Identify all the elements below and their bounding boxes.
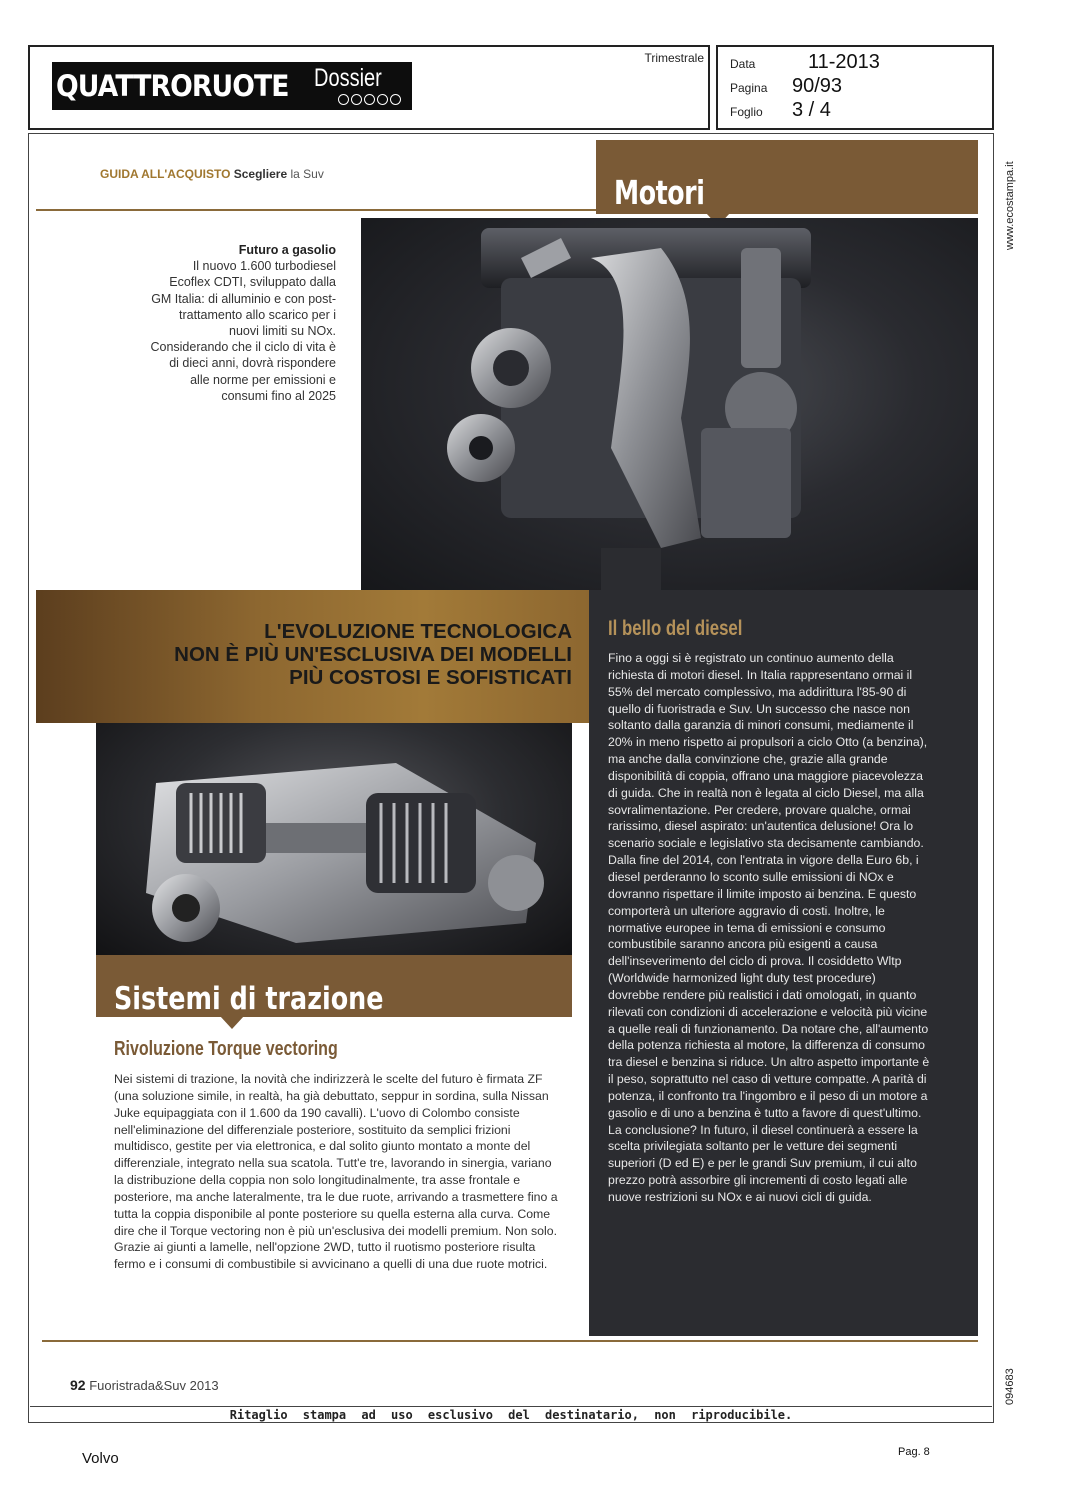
sistemi-title: Sistemi di trazione xyxy=(114,981,384,1017)
frequency-label: Trimestrale xyxy=(644,51,704,65)
transmission-illustration xyxy=(96,723,572,955)
sistemi-banner xyxy=(96,955,572,1017)
press-header xyxy=(28,45,710,130)
meta-label: Foglio xyxy=(730,105,763,119)
headline-line: L'EVOLUZIONE TECNOLOGICA xyxy=(264,620,572,643)
sidebar-title: Il bello del diesel xyxy=(608,617,743,640)
engine-illustration xyxy=(361,218,978,590)
footer-page: Pag. 8 xyxy=(898,1446,930,1458)
meta-sheet xyxy=(730,99,831,122)
kicker-rest: la Suv xyxy=(290,167,324,181)
headline xyxy=(60,620,572,689)
meta-value: 90/93 xyxy=(792,75,843,97)
side-url-text: www.ecostampa.it xyxy=(1004,161,1016,250)
divider xyxy=(42,1340,978,1342)
kicker-label: GUIDA ALL'ACQUISTO xyxy=(100,167,231,181)
headline-line: NON È PIÙ UN'ESCLUSIVA DEI MODELLI xyxy=(174,643,572,666)
side-code-text: 094683 xyxy=(1004,1368,1016,1405)
headline-line: PIÙ COSTOSI E SOFISTICATI xyxy=(289,666,572,689)
meta-label: Data xyxy=(730,57,756,71)
wheels-icon xyxy=(338,94,401,105)
sidebar-body: Fino a oggi si è registrato un continuo aumento della richiesta di motori diesel. In Italia rappresentano ormai il 55% del mercato complessivo, ma addirittura l'85-90 di quello di fuoristrada e Suv. Un successo che nasce non soltanto dalla garanzia di minori consumi, mediamente il 20% in meno rispetto ai propulsori a ciclo Otto (a benzina), ma anche dalla convinzione che, grazie alla grande disponibilità di coppia, offrano una maggiore piacevolezza di guida. Che in realtà non è legata al ciclo Diesel, ma alla sovralimentazione. Per credere, provare qualche, ormai rarissimo, diesel aspirato: un'autentica delusione! Ora lo scenario sociale e legislativo sta decisamente cambiando. Dalla fine del 2014, con l'entrata in vigore della Euro 6b, i diesel perderanno lo sconto sulle emissioni di NOx e dovranno rispettare il limite imposto ai benzina. E questo comporterà un ulteriore aggravio di costi. Inoltre, le normative europee in tema di emissioni e consumo combustibile saranno ancora più esigenti a causa dell'inseverimento del ciclo di prova. Il cosiddetto Wltp (Worldwide harmonized light duty test procedure) dovrebbe rendere più realistici i dati omologati, in quanto rilevati con condizioni di accelerazione e velocità più vicine a quelle reali di funzionamento. Da notare che, all'aumento della potenza richiesta al motore, la differenza di consumo tra diesel e benzina si riduce. Un altro aspetto importante è il peso, soprattutto nel caso di vetture compatte. A parità di potenza, il confronto tra l'ingombro e il peso di un motore a gasolio e di uno a benzina è tutto a favore di quest'ultimo. La conclusione? In futuro, il diesel continuerà a essere la scelta privilegiata soltanto per le vetture dei segmenti superiori (D ed E) e per le grandi Suv premium, il cui alto prezzo potrà assorbire gli incrementi di costo legati alle nuove restrizioni su NOx e ai nuovi cicli di guida. xyxy=(608,651,930,1204)
meta-value: 3 / 4 xyxy=(792,99,831,121)
caption-title: Futuro a gasolio xyxy=(238,243,336,257)
banner-notch xyxy=(220,1016,244,1029)
footer-client: Volvo xyxy=(82,1450,119,1467)
side-code xyxy=(1004,1365,1018,1410)
transmission-photo xyxy=(96,723,572,955)
side-url xyxy=(1004,150,1018,250)
motori-banner xyxy=(596,140,978,214)
section-kicker xyxy=(100,167,324,181)
meta-page xyxy=(730,75,842,98)
folio xyxy=(70,1377,219,1393)
quattroruote-logo xyxy=(52,62,412,110)
engine-photo xyxy=(361,218,978,590)
photo-caption xyxy=(150,242,336,404)
meta-label: Pagina xyxy=(730,81,768,95)
logo-sub-text: Dossier xyxy=(314,64,382,92)
press-meta-box xyxy=(716,45,994,130)
torque-title: Rivoluzione Torque vectoring xyxy=(114,1038,338,1060)
meta-value: 11-2013 xyxy=(808,51,880,73)
divider xyxy=(36,209,596,211)
meta-date xyxy=(730,51,880,74)
caption-body: Il nuovo 1.600 turbodiesel Ecoflex CDTI, sviluppato dalla GM Italia: di alluminio e con post-trattamento allo scarico per i nuovi limiti su NOx. Considerando che il ciclo di vita è di dieci anni, dovrà rispondere alle norme per emissioni e consumi fino al 2025 xyxy=(150,259,336,403)
logo-main-text: QUATTRORUOTE xyxy=(56,69,289,103)
folio-text: Fuoristrada&Suv 2013 xyxy=(89,1378,219,1393)
copyright-notice: Ritaglio stampa ad uso esclusivo del destinatario, non riproducibile. xyxy=(30,1406,992,1424)
motori-title: Motori xyxy=(614,173,705,212)
kicker-title: Scegliere xyxy=(233,167,288,181)
torque-body: Nei sistemi di trazione, la novità che indirizzerà le scelte del futuro è firmata ZF (una soluzione simile, in realtà, ha già debuttato, seppur in sordina, sulla Nissan Juke equipaggiata con il 1.600 da 190 cavalli). L'uovo di Colombo consiste nell'eliminazione del differenziale posteriore, sostituito da semplici frizioni multidisco, gestite per via elettronica, e dal solito giunto montato a monte del differenziale, integrato nella sua scatola. Tutt'e tre, lavorando in sinergia, variano la distribuzione della coppia non solo longitudinalmente, tra asse frontale e posteriore, ma anche lateralmente, tra le due ruote, arrivando a trasmettere fino a tutta la coppia disponibile al ponte posteriore su quella esterna alla curva. Come dire che il Torque vectoring non è più un'esclusiva dei modelli premium. Non solo. Grazie ai giunti a lamelle, nell'opzione 2WD, tutto il ruotismo posteriore risulta fermo e i consumi di combustibile si avvicinano a quelli di una due ruote motrici. xyxy=(114,1072,558,1272)
folio-number: 92 xyxy=(70,1377,86,1393)
